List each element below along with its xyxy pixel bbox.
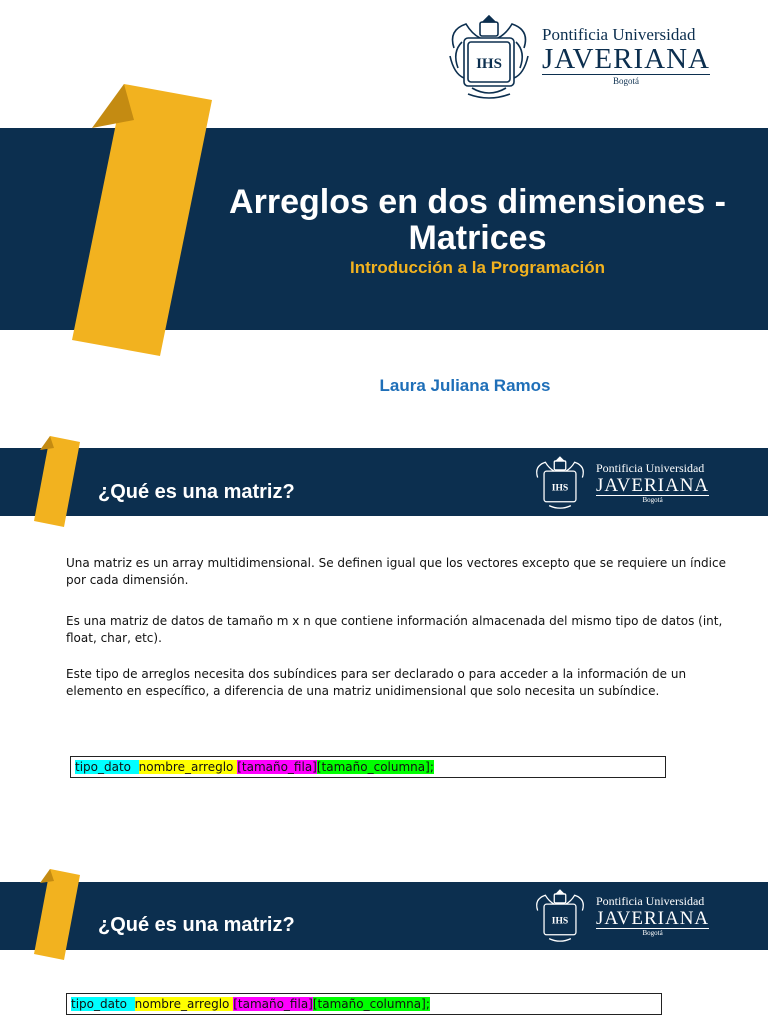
seal-letters: IHS (476, 56, 502, 72)
university-seal-icon (530, 452, 590, 512)
slide-title-line1: Arreglos en dos dimensiones - (229, 183, 726, 221)
javeriana-logo-small: IHS Pontificia Universidad JAVERIANA Bogotá (530, 885, 709, 945)
logo-bottom-line: Bogotá (542, 74, 710, 86)
ribbon-decoration-icon (32, 867, 82, 962)
slide-title (205, 184, 750, 256)
university-seal-icon (530, 885, 590, 945)
syntax-name: nombre_arreglo (138, 760, 238, 774)
section-title: ¿Qué es una matriz? (98, 914, 295, 936)
javeriana-logo (442, 8, 710, 102)
paragraph-subscripts: Este tipo de arreglos necesita dos subíndices para ser declarado o para acceder a la información de un elemento en específico, a diferencia de una matriz unidimensional que solo necesita un subíndice. (66, 667, 687, 698)
syntax-rows: [tamaño_fila] (237, 760, 317, 774)
ribbon-decoration-icon (62, 80, 222, 360)
svg-text:IHS: IHS (551, 915, 569, 927)
university-seal-icon (442, 8, 536, 102)
syntax-type: tipo_dato (71, 997, 135, 1011)
syntax-type: tipo_dato (75, 760, 139, 774)
paragraph-definition: Una matriz es un array multidimensional. Se definen igual que los vectores excepto que se requiere un índice por cada dimensión. (66, 556, 726, 587)
logo-main-line: JAVERIANA (542, 42, 710, 75)
javeriana-logo-small: IHS Pontificia Universidad JAVERIANA Bogotá (530, 452, 709, 512)
slide-subtitle: Introducción a la Programación (349, 258, 606, 277)
syntax-cols: [tamaño_columna]; (316, 760, 434, 774)
author-name: Laura Juliana Ramos (379, 376, 551, 395)
section-title: ¿Qué es una matriz? (98, 481, 295, 503)
syntax-rows: [tamaño_fila] (233, 997, 313, 1011)
syntax-box (66, 993, 662, 1015)
svg-text:IHS: IHS (551, 482, 569, 494)
paragraph-size: Es una matriz de datos de tamaño m x n que contiene información almacenada del mismo tipo de datos (int, float, char, etc). (66, 614, 723, 645)
syntax-cols: [tamaño_columna]; (312, 997, 430, 1011)
syntax-box (70, 756, 666, 778)
slide-title-line2: Matrices (408, 219, 547, 257)
logo-top-line: Pontificia Universidad (542, 24, 696, 44)
syntax-name: nombre_arreglo (134, 997, 234, 1011)
ribbon-decoration-icon (32, 434, 82, 529)
